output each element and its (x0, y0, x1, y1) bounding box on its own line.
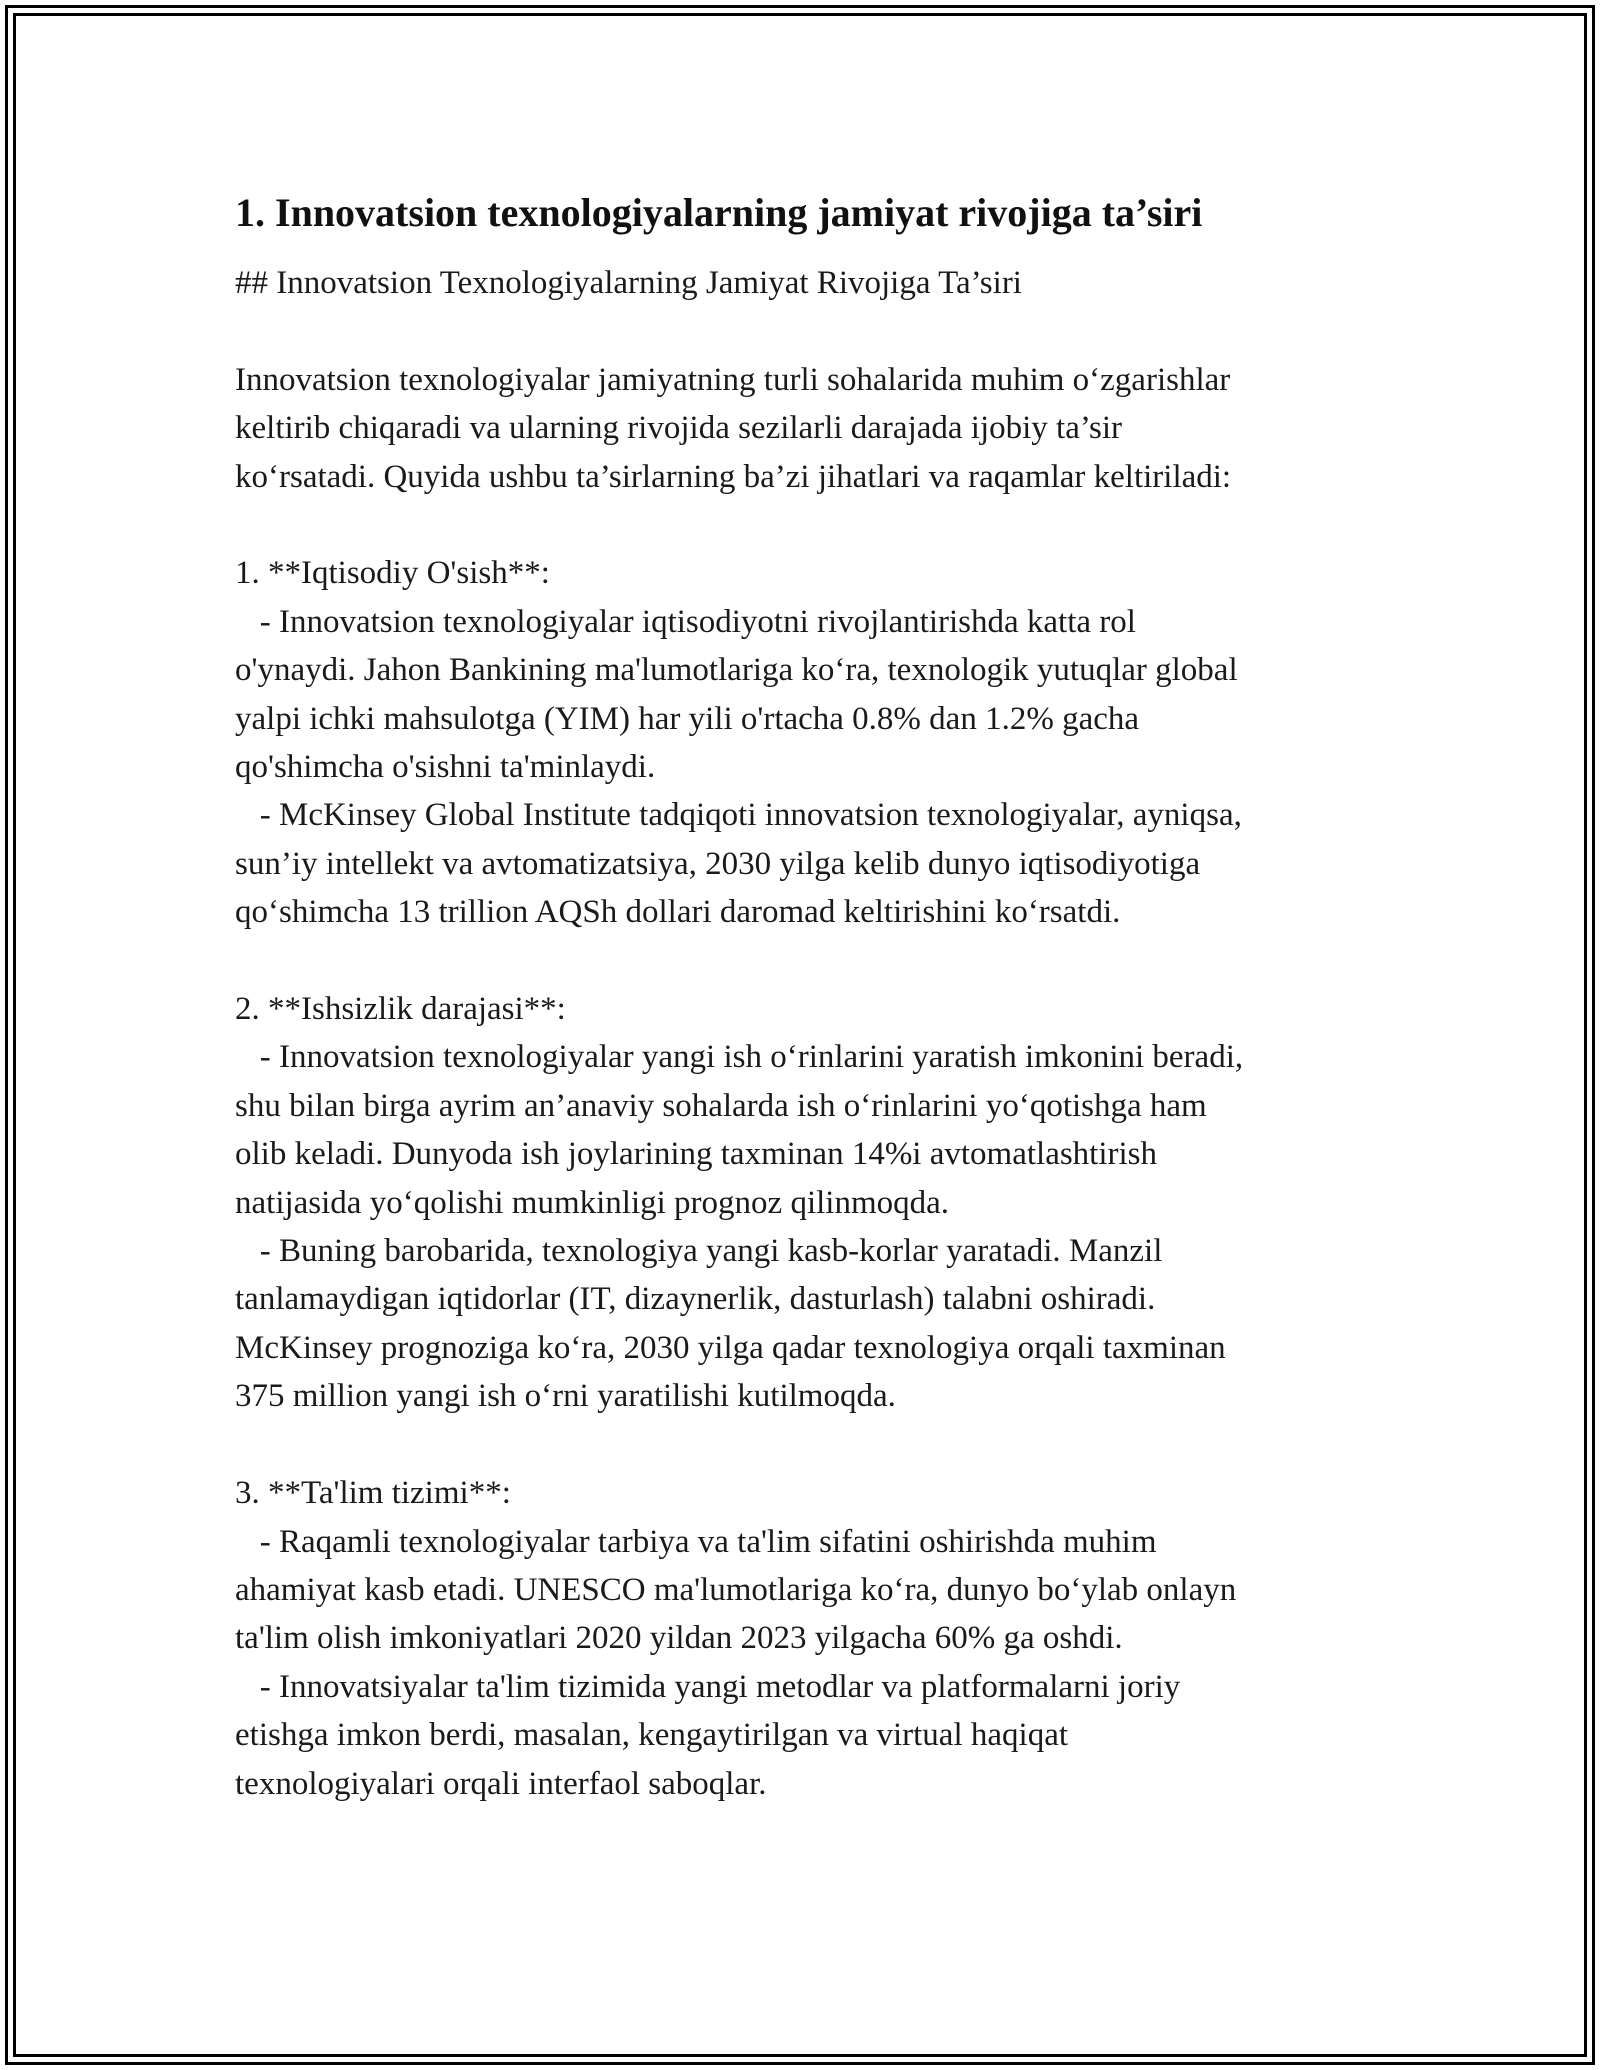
section-line: olib keladi. Dunyoda ish joylarining taxminan 14%i avtomatlashtirish (235, 1136, 1158, 1173)
section-line: tanlamaydigan iqtidorlar (IT, dizaynerlik, dasturlash) talabni oshiradi. (235, 1281, 1156, 1318)
intro-line: keltirib chiqaradi va ularning rivojida sezilarli darajada ijobiy ta’sir (235, 410, 1123, 447)
section-heading: 1. **Iqtisodiy O'sish**: (235, 555, 550, 592)
spacer (235, 307, 1375, 355)
section-heading: 3. **Ta'lim tizimi**: (235, 1475, 511, 1512)
section-economic-growth (235, 549, 1375, 936)
section-line: qo‘shimcha 13 trillion AQSh dollari daromad keltirishini ko‘rsatdi. (235, 894, 1121, 931)
section-line: qo'shimcha o'sishni ta'minlaydi. (235, 749, 656, 786)
section-line: - McKinsey Global Institute tadqiqoti innovatsion texnologiyalar, ayniqsa, (235, 797, 1242, 834)
section-heading: 2. **Ishsizlik darajasi**: (235, 991, 566, 1028)
section-line: texnologiyalari orqali interfaol saboqlar. (235, 1765, 767, 1802)
spacer (235, 937, 1375, 985)
section-line: McKinsey prognoziga ko‘ra, 2030 yilga qadar texnologiya orqali taxminan (235, 1329, 1226, 1366)
section-line: sun’iy intellekt va avtomatizatsiya, 2030 yilga kelib dunyo iqtisodiyotiga (235, 845, 1201, 882)
intro-line: ko‘rsatadi. Quyida ushbu ta’sirlarning ba’zi jihatlari va raqamlar keltiriladi: (235, 458, 1232, 495)
section-line: natijasida yo‘qolishi mumkinligi prognoz qilinmoqda. (235, 1184, 950, 1221)
spacer (235, 1421, 1375, 1469)
subheading: ## Innovatsion Texnologiyalarning Jamiyat Rivojiga Ta’siri (235, 265, 1022, 301)
section-line: yalpi ichki mahsulotga (YIM) har yili o'rtacha 0.8% dan 1.2% gacha (235, 700, 1140, 737)
spacer (235, 501, 1375, 549)
section-education (235, 1469, 1375, 1808)
section-line: ta'lim olish imkoniyatlari 2020 yildan 2023 yilgacha 60% ga oshdi. (235, 1620, 1123, 1657)
section-line: etishga imkon berdi, masalan, kengaytirilgan va virtual haqiqat (235, 1717, 1069, 1754)
section-line: ahamiyat kasb etadi. UNESCO ma'lumotlariga ko‘ra, dunyo bo‘ylab onlayn (235, 1571, 1237, 1608)
section-line: o'ynaydi. Jahon Bankining ma'lumotlariga ko‘ra, texnologik yutuqlar global (235, 652, 1238, 689)
section-line: - Buning barobarida, texnologiya yangi kasb-korlar yaratadi. Manzil (235, 1233, 1163, 1270)
section-line: shu bilan birga ayrim an’anaviy sohalarda ish o‘rinlarini yo‘qotishga ham (235, 1087, 1207, 1124)
intro-line: Innovatsion texnologiyalar jamiyatning turli sohalarida muhim o‘zgarishlar (235, 361, 1231, 398)
document-body (235, 185, 1375, 1808)
section-line: 375 million yangi ish o‘rni yaratilishi kutilmoqda. (235, 1378, 896, 1415)
section-line: - Innovatsiyalar ta'lim tizimida yangi metodlar va platformalarni joriy (235, 1668, 1181, 1705)
section-line: - Innovatsion texnologiyalar iqtisodiyotni rivojlantirishda katta rol (235, 603, 1136, 640)
document-title: 1. Innovatsion texnologiyalarning jamiyat rivojiga ta’siri (235, 190, 1203, 235)
section-line: - Innovatsion texnologiyalar yangi ish o‘rinlarini yaratish imkonini beradi, (235, 1039, 1244, 1076)
intro-paragraph (235, 356, 1375, 501)
section-line: - Raqamli texnologiyalar tarbiya va ta'lim sifatini oshirishda muhim (235, 1523, 1157, 1560)
section-unemployment (235, 985, 1375, 1421)
